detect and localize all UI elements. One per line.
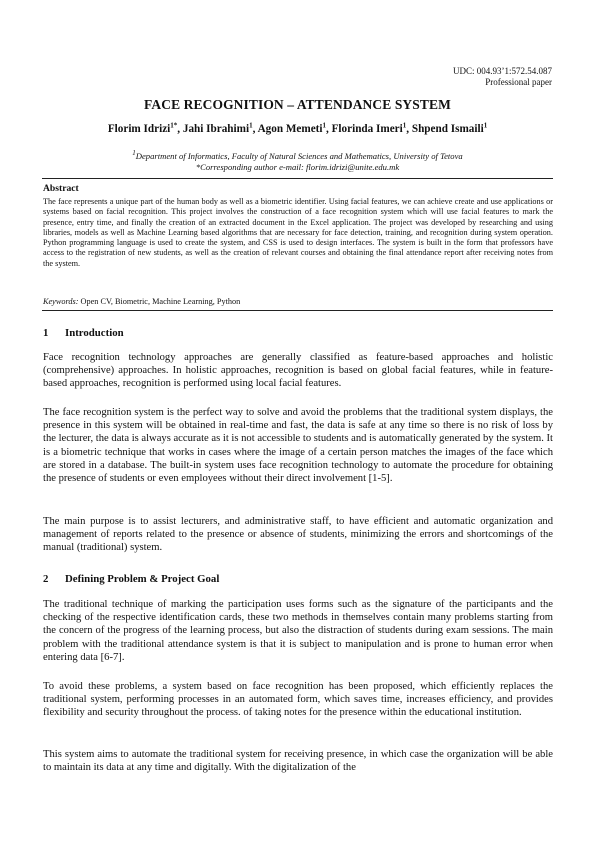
author-list: Florim Idrizi$^{1*}$, Jahi Ibrahimi$^1$, Agon Memeti$^1$, Florinda Imeri$^1$, Shpend Ismaili$^1$ [107,121,488,135]
paragraph: Face recognition technology approaches are generally classified as feature-based approaches and holistic (comprehensive) approaches. In holistic approaches, recognition is based on global facial features, while in feature-based approaches, recognition is performed using local facial features. [43,352,553,390]
author-affiliation-mark: 1 [483,121,488,130]
section-heading-problem [43,573,219,585]
affiliation-block [0,151,595,173]
author-name: Agon Memeti [257,123,323,135]
author-affiliation-mark: 1 [402,121,407,130]
author-affiliation-mark: 1 [322,121,326,130]
affiliation-text: Department of Informatics, Faculty of Natural Sciences and Mathematics, University of Tetova [135,151,463,161]
author-name: Florinda Imeri [331,123,403,135]
section-number: 1 [43,327,49,339]
section-heading-introduction [43,327,124,339]
paragraph: The face recognition system is the perfect way to solve and avoid the problems that the traditional system displays, the presence in this system will be obtained in real-time and fast, the data is safe at any time so there is no risk of loss by the lecturer, the data is always accurate as it is not accessible to students and is automatically generated by the system. It is a biometric technique that works in cases where the image of a certain person matches the images of the face which are stored in a database. The built-in system uses face recognition technology to automate the procedure for obtaining the presence of students or even employees without their direct involvement [1-5]. [43,407,553,485]
paper-type: Professional paper [485,77,552,87]
abstract-heading: Abstract [43,183,79,194]
author-name: Florim Idrizi [107,123,171,135]
author-affiliation-mark: 1 [249,121,253,130]
abstract-top-rule [42,178,553,179]
paper-classification [453,66,552,88]
section-title: Introduction [65,327,124,339]
section-number: 2 [43,573,49,585]
abstract-body: The face represents a unique part of the human body as well as a biometric identifier. Using facial features, we can achieve create and use applications or systems based on facial recognition. This project involves the construction of a face recognition system which will use facial features to mark the presence, entry time, and finally the creation of an extracted document in the Excel application. The project was developed by researching and using libraries, models as well as Machine Learning based algorithms that are necessary for face detection, training, and recognition during system operation. Python programming language is used to create the system, and CSS is used to design interfaces. The system is built in the form that professors have access to the registration of new students, as well as the creation of relevant courses and obtaining the final attendance report after receiving notes from the system. [43,197,553,268]
author-affiliation-mark: 1* [170,121,178,130]
section-title: Defining Problem & Project Goal [65,573,220,585]
author-name: Jahi Ibrahimi [182,123,250,135]
abstract-bottom-rule [42,310,553,311]
keywords-label: Keywords: [43,297,79,306]
keywords-text: Open CV, Biometric, Machine Learning, Python [80,297,241,306]
keywords-line [43,297,240,306]
paragraph: The main purpose is to assist lecturers, and administrative staff, to have efficient and automatic organization and management of reports related to the presence or absence of students, minimizing the errors and shortcomings of the manual (traditional) system. [43,516,553,554]
paper-title: FACE RECOGNITION – ATTENDANCE SYSTEM [144,97,451,112]
affiliation-mark: 1 [132,149,136,158]
paragraph: To avoid these problems, a system based on face recognition has been proposed, which efficiently replaces the traditional system, performing processes in an automated form, which saves time, increases efficiency, and provides flexibility and security throughout the process. of taking notes for the presence within the educational institution. [43,681,553,719]
udc-code: UDC: 004.93’1:572.54.087 [453,66,552,76]
paragraph: The traditional technique of marking the participation uses forms such as the signature of the participants and the checking of the respective identification cards, these two methods in themselves contain many problems starting from the concern of the progress of the learning process, but also the distraction of students during exam sessions. The main problem with the traditional attendance system is that it is subject to manipulation and is prone to human error when entering data [6-7]. [43,599,553,663]
paragraph: This system aims to automate the traditional system for receiving presence, in which case the organization will be able to maintain its data at any time and digitally. With the digitalization of the [43,749,553,774]
corresponding-author: *Corresponding author e-mail: florim.idrizi@unite.edu.mk [195,162,400,172]
author-name: Shpend Ismaili [411,123,484,135]
